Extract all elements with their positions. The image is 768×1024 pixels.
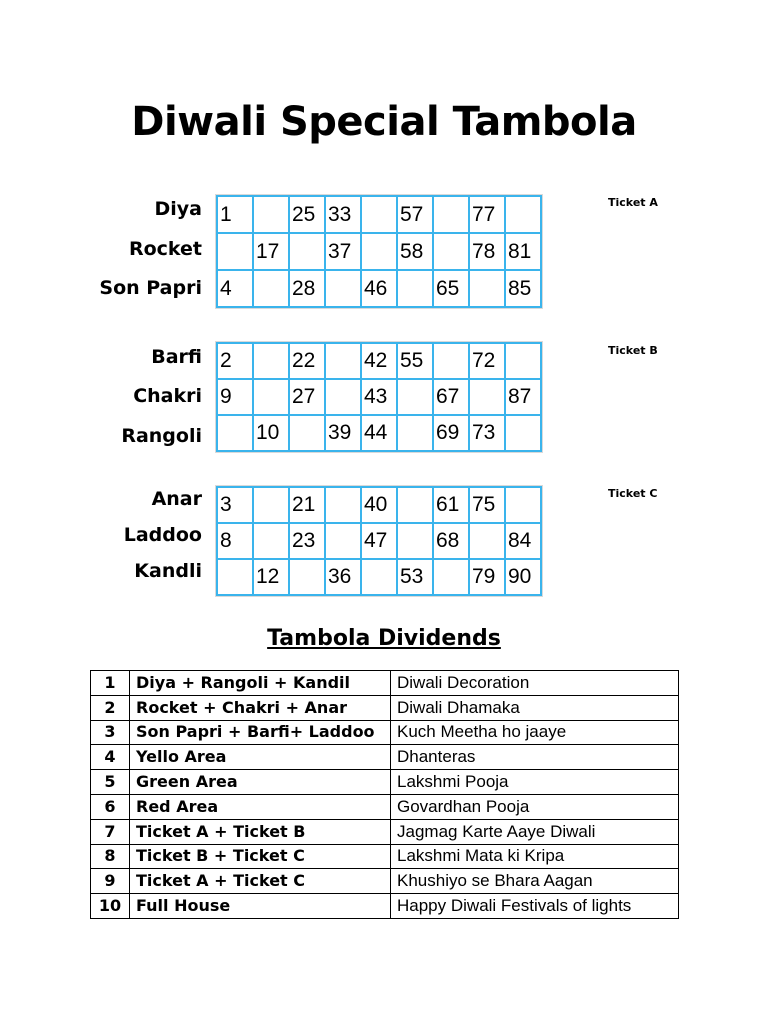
ticket-cell: 53 (397, 559, 433, 595)
ticket-cell: 61 (433, 487, 469, 523)
ticket-cell (397, 415, 433, 451)
ticket-cell: 67 (433, 379, 469, 415)
row-label-rangoli: Rangoli (121, 425, 202, 447)
ticket-cell: 27 (289, 379, 325, 415)
dividend-row (91, 745, 679, 770)
ticket-cell: 39 (325, 415, 361, 451)
ticket-cell (469, 523, 505, 559)
ticket-cell: 36 (325, 559, 361, 595)
ticket-cell: 75 (469, 487, 505, 523)
ticket-cell (505, 196, 541, 233)
dividend-number: 4 (91, 745, 130, 770)
ticket-cell: 33 (325, 196, 361, 233)
ticket-b-grid (216, 342, 542, 452)
dividend-combination: Ticket A + Ticket C (130, 869, 391, 894)
ticket-cell: 47 (361, 523, 397, 559)
dividend-row (91, 869, 679, 894)
dividend-prize: Lakshmi Mata ki Kripa (391, 844, 679, 869)
ticket-row (217, 415, 541, 451)
ticket-cell (469, 379, 505, 415)
dividend-row (91, 720, 679, 745)
ticket-cell (217, 233, 253, 270)
ticket-cell (253, 487, 289, 523)
ticket-a-grid (216, 195, 542, 308)
dividend-combination: Rocket + Chakri + Anar (130, 695, 391, 720)
ticket-cell (397, 487, 433, 523)
row-label-rocket: Rocket (128, 238, 202, 260)
ticket-cell (433, 559, 469, 595)
ticket-cell: 9 (217, 379, 253, 415)
dividend-combination: Full House (130, 894, 391, 919)
ticket-cell: 43 (361, 379, 397, 415)
row-label-chakri: Chakri (133, 385, 202, 407)
row-label-son-papri: Son Papri (99, 277, 202, 299)
dividend-prize: Diwali Dhamaka (391, 695, 679, 720)
dividend-combination: Green Area (130, 770, 391, 795)
ticket-cell: 23 (289, 523, 325, 559)
ticket-row (217, 196, 541, 233)
dividend-number: 2 (91, 695, 130, 720)
ticket-cell (289, 233, 325, 270)
row-label-laddoo: Laddoo (123, 524, 202, 546)
ticket-cell: 17 (253, 233, 289, 270)
ticket-cell: 22 (289, 343, 325, 379)
dividend-prize: Happy Diwali Festivals of lights (391, 894, 679, 919)
ticket-cell: 68 (433, 523, 469, 559)
ticket-row (217, 379, 541, 415)
ticket-cell (397, 270, 433, 307)
dividend-number: 8 (91, 844, 130, 869)
dividend-number: 7 (91, 819, 130, 844)
ticket-cell: 79 (469, 559, 505, 595)
ticket-row (217, 343, 541, 379)
ticket-cell: 40 (361, 487, 397, 523)
dividend-prize: Kuch Meetha ho jaaye (391, 720, 679, 745)
ticket-cell: 46 (361, 270, 397, 307)
ticket-cell (253, 343, 289, 379)
dividend-combination: Diya + Rangoli + Kandil (130, 671, 391, 696)
ticket-cell: 65 (433, 270, 469, 307)
ticket-row (217, 233, 541, 270)
ticket-cell (361, 559, 397, 595)
row-label-anar: Anar (151, 488, 202, 510)
ticket-cell (505, 343, 541, 379)
dividend-combination: Ticket B + Ticket C (130, 844, 391, 869)
ticket-cell: 4 (217, 270, 253, 307)
ticket-cell: 37 (325, 233, 361, 270)
ticket-cell: 72 (469, 343, 505, 379)
dividend-number: 1 (91, 671, 130, 696)
ticket-cell (361, 196, 397, 233)
ticket-c-grid (216, 486, 542, 596)
dividend-number: 10 (91, 894, 130, 919)
ticket-cell: 1 (217, 196, 253, 233)
dividends-table (90, 670, 679, 919)
ticket-cell (325, 343, 361, 379)
ticket-cell: 57 (397, 196, 433, 233)
ticket-cell: 87 (505, 379, 541, 415)
ticket-cell: 12 (253, 559, 289, 595)
dividend-row (91, 844, 679, 869)
dividend-number: 6 (91, 794, 130, 819)
ticket-cell: 81 (505, 233, 541, 270)
ticket-cell (433, 196, 469, 233)
dividend-number: 9 (91, 869, 130, 894)
dividend-prize: Lakshmi Pooja (391, 770, 679, 795)
dividends-title: Tambola Dividends (267, 626, 501, 651)
ticket-cell (217, 559, 253, 595)
dividend-combination: Yello Area (130, 745, 391, 770)
ticket-a-label: Ticket A (608, 196, 658, 209)
ticket-cell: 2 (217, 343, 253, 379)
ticket-cell: 10 (253, 415, 289, 451)
ticket-cell (325, 523, 361, 559)
ticket-cell (253, 523, 289, 559)
ticket-cell: 77 (469, 196, 505, 233)
ticket-cell: 28 (289, 270, 325, 307)
ticket-cell: 3 (217, 487, 253, 523)
ticket-row (217, 523, 541, 559)
ticket-cell: 58 (397, 233, 433, 270)
ticket-cell: 84 (505, 523, 541, 559)
ticket-cell (397, 379, 433, 415)
row-label-diya: Diya (154, 198, 202, 220)
dividend-number: 5 (91, 770, 130, 795)
ticket-row (217, 559, 541, 595)
ticket-cell (469, 270, 505, 307)
ticket-b-label: Ticket B (608, 344, 658, 357)
ticket-cell: 78 (469, 233, 505, 270)
ticket-cell: 21 (289, 487, 325, 523)
dividend-row (91, 671, 679, 696)
ticket-cell (253, 379, 289, 415)
ticket-row (217, 487, 541, 523)
ticket-cell (217, 415, 253, 451)
dividend-row (91, 819, 679, 844)
ticket-cell: 85 (505, 270, 541, 307)
dividend-prize: Govardhan Pooja (391, 794, 679, 819)
ticket-cell (253, 270, 289, 307)
ticket-row (217, 270, 541, 307)
ticket-cell (433, 343, 469, 379)
row-label-barfi: Barfi (151, 346, 202, 368)
dividend-combination: Red Area (130, 794, 391, 819)
dividend-prize: Dhanteras (391, 745, 679, 770)
ticket-cell (505, 487, 541, 523)
ticket-cell (289, 415, 325, 451)
page-title: Diwali Special Tambola (131, 99, 637, 145)
ticket-cell (253, 196, 289, 233)
dividend-row (91, 794, 679, 819)
ticket-cell: 73 (469, 415, 505, 451)
dividend-combination: Ticket A + Ticket B (130, 819, 391, 844)
ticket-cell: 25 (289, 196, 325, 233)
ticket-c-label: Ticket C (608, 487, 658, 500)
dividend-row (91, 695, 679, 720)
ticket-cell (289, 559, 325, 595)
ticket-cell (397, 523, 433, 559)
dividend-row (91, 894, 679, 919)
ticket-cell: 55 (397, 343, 433, 379)
ticket-cell: 69 (433, 415, 469, 451)
ticket-cell: 44 (361, 415, 397, 451)
ticket-cell: 8 (217, 523, 253, 559)
dividend-prize: Diwali Decoration (391, 671, 679, 696)
dividend-prize: Jagmag Karte Aaye Diwali (391, 819, 679, 844)
ticket-cell (325, 270, 361, 307)
ticket-cell (433, 233, 469, 270)
dividend-prize: Khushiyo se Bhara Aagan (391, 869, 679, 894)
ticket-cell (325, 379, 361, 415)
ticket-cell: 42 (361, 343, 397, 379)
dividends-table-body (91, 671, 679, 919)
ticket-cell (361, 233, 397, 270)
dividend-row (91, 770, 679, 795)
dividend-number: 3 (91, 720, 130, 745)
ticket-cell (325, 487, 361, 523)
dividend-combination: Son Papri + Barfi+ Laddoo (130, 720, 391, 745)
ticket-cell: 90 (505, 559, 541, 595)
row-label-kandli: Kandli (134, 560, 202, 582)
ticket-cell (505, 415, 541, 451)
